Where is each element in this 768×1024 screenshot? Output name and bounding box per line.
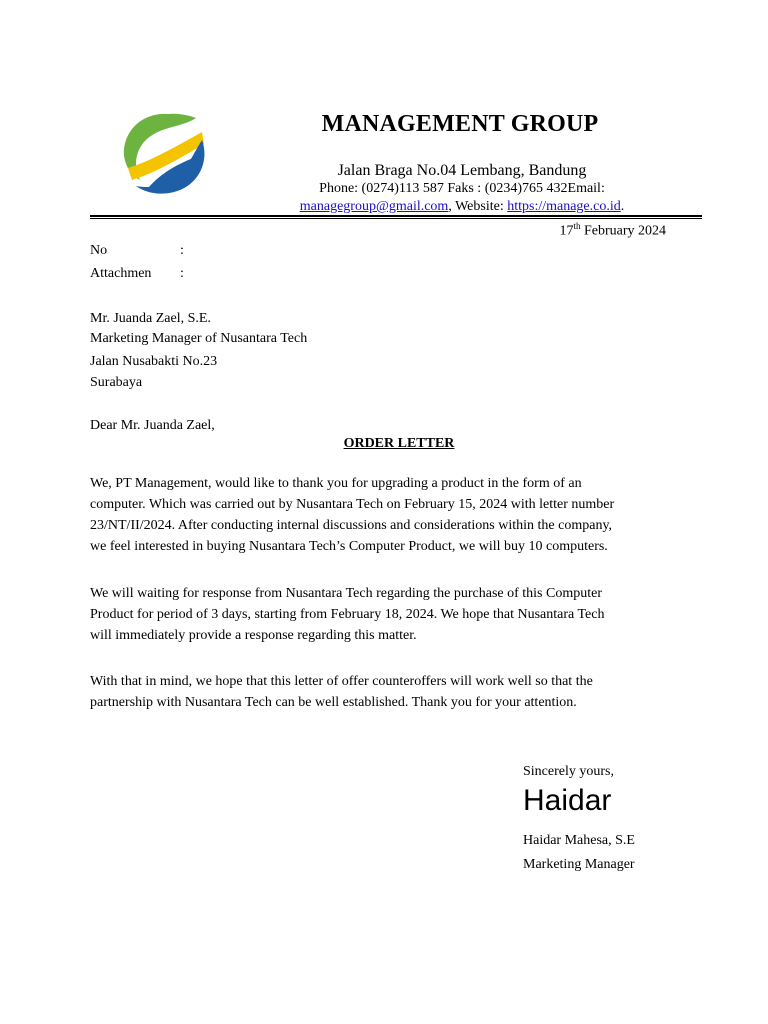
body-paragraph-3: [90, 671, 690, 713]
header-divider-thin: [90, 218, 702, 219]
company-address: Jalan Braga No.04 Lembang, Bandung: [337, 162, 587, 179]
field-attachment-label: Attachmen: [90, 266, 152, 281]
field-attachment-colon: :: [180, 266, 184, 281]
company-name: MANAGEMENT GROUP: [321, 111, 599, 137]
recipient-city: Surabaya: [90, 375, 143, 390]
recipient-name: Mr. Juanda Zael, S.E.: [90, 311, 211, 326]
paragraph-line: computer. Which was carried out by Nusantara Tech on February 15, 2024 with letter number: [90, 497, 615, 512]
signer-title: Marketing Manager: [523, 857, 635, 872]
date-suffix: th: [573, 221, 581, 231]
website-prefix: , Website:: [448, 199, 508, 214]
date-rest: February 2024: [580, 223, 666, 239]
paragraph-line: With that in mind, we hope that this letter of offer counteroffers will work well so that the: [90, 674, 593, 689]
date-day: 17: [559, 223, 574, 239]
field-no-label: No: [90, 243, 108, 258]
recipient-street: Jalan Nusabakti No.23: [90, 354, 218, 369]
paragraph-line: will immediately provide a response regarding this matter.: [90, 628, 417, 643]
letter-date: [559, 221, 666, 240]
header-divider: [90, 215, 702, 217]
paragraph-line: partnership with Nusantara Tech can be well established. Thank you for your attention.: [90, 695, 577, 710]
paragraph-line: we feel interested in buying Nusantara Tech’s Computer Product, we will buy 10 computers.: [90, 539, 608, 554]
signer-name: Haidar Mahesa, S.E: [523, 833, 635, 848]
letter-subject: ORDER LETTER: [343, 436, 455, 451]
company-phone-line: Phone: (0274)113 587 Faks : (0234)765 432Email:: [319, 181, 605, 196]
field-no-colon: :: [180, 243, 184, 258]
recipient-position: Marketing Manager of Nusantara Tech: [90, 331, 308, 346]
signature: Haidar: [523, 784, 612, 817]
email-link[interactable]: managegroup@gmail.com: [299, 199, 449, 214]
company-web-line: [0, 199, 768, 215]
salutation: Dear Mr. Juanda Zael,: [90, 418, 215, 433]
paragraph-line: We, PT Management, would like to thank you for upgrading a product in the form of an: [90, 476, 582, 491]
website-suffix: .: [620, 199, 625, 214]
paragraph-line: We will waiting for response from Nusantara Tech regarding the purchase of this Computer: [90, 586, 602, 601]
website-link[interactable]: https://manage.co.id: [507, 199, 621, 214]
body-paragraph-2: [90, 583, 690, 646]
valediction: Sincerely yours,: [523, 764, 614, 779]
paragraph-line: Product for period of 3 days, starting from February 18, 2024. We hope that Nusantara Tech: [90, 607, 605, 622]
paragraph-line: 23/NT/II/2024. After conducting internal discussions and considerations within the company,: [90, 518, 613, 533]
body-paragraph-1: [90, 473, 690, 557]
